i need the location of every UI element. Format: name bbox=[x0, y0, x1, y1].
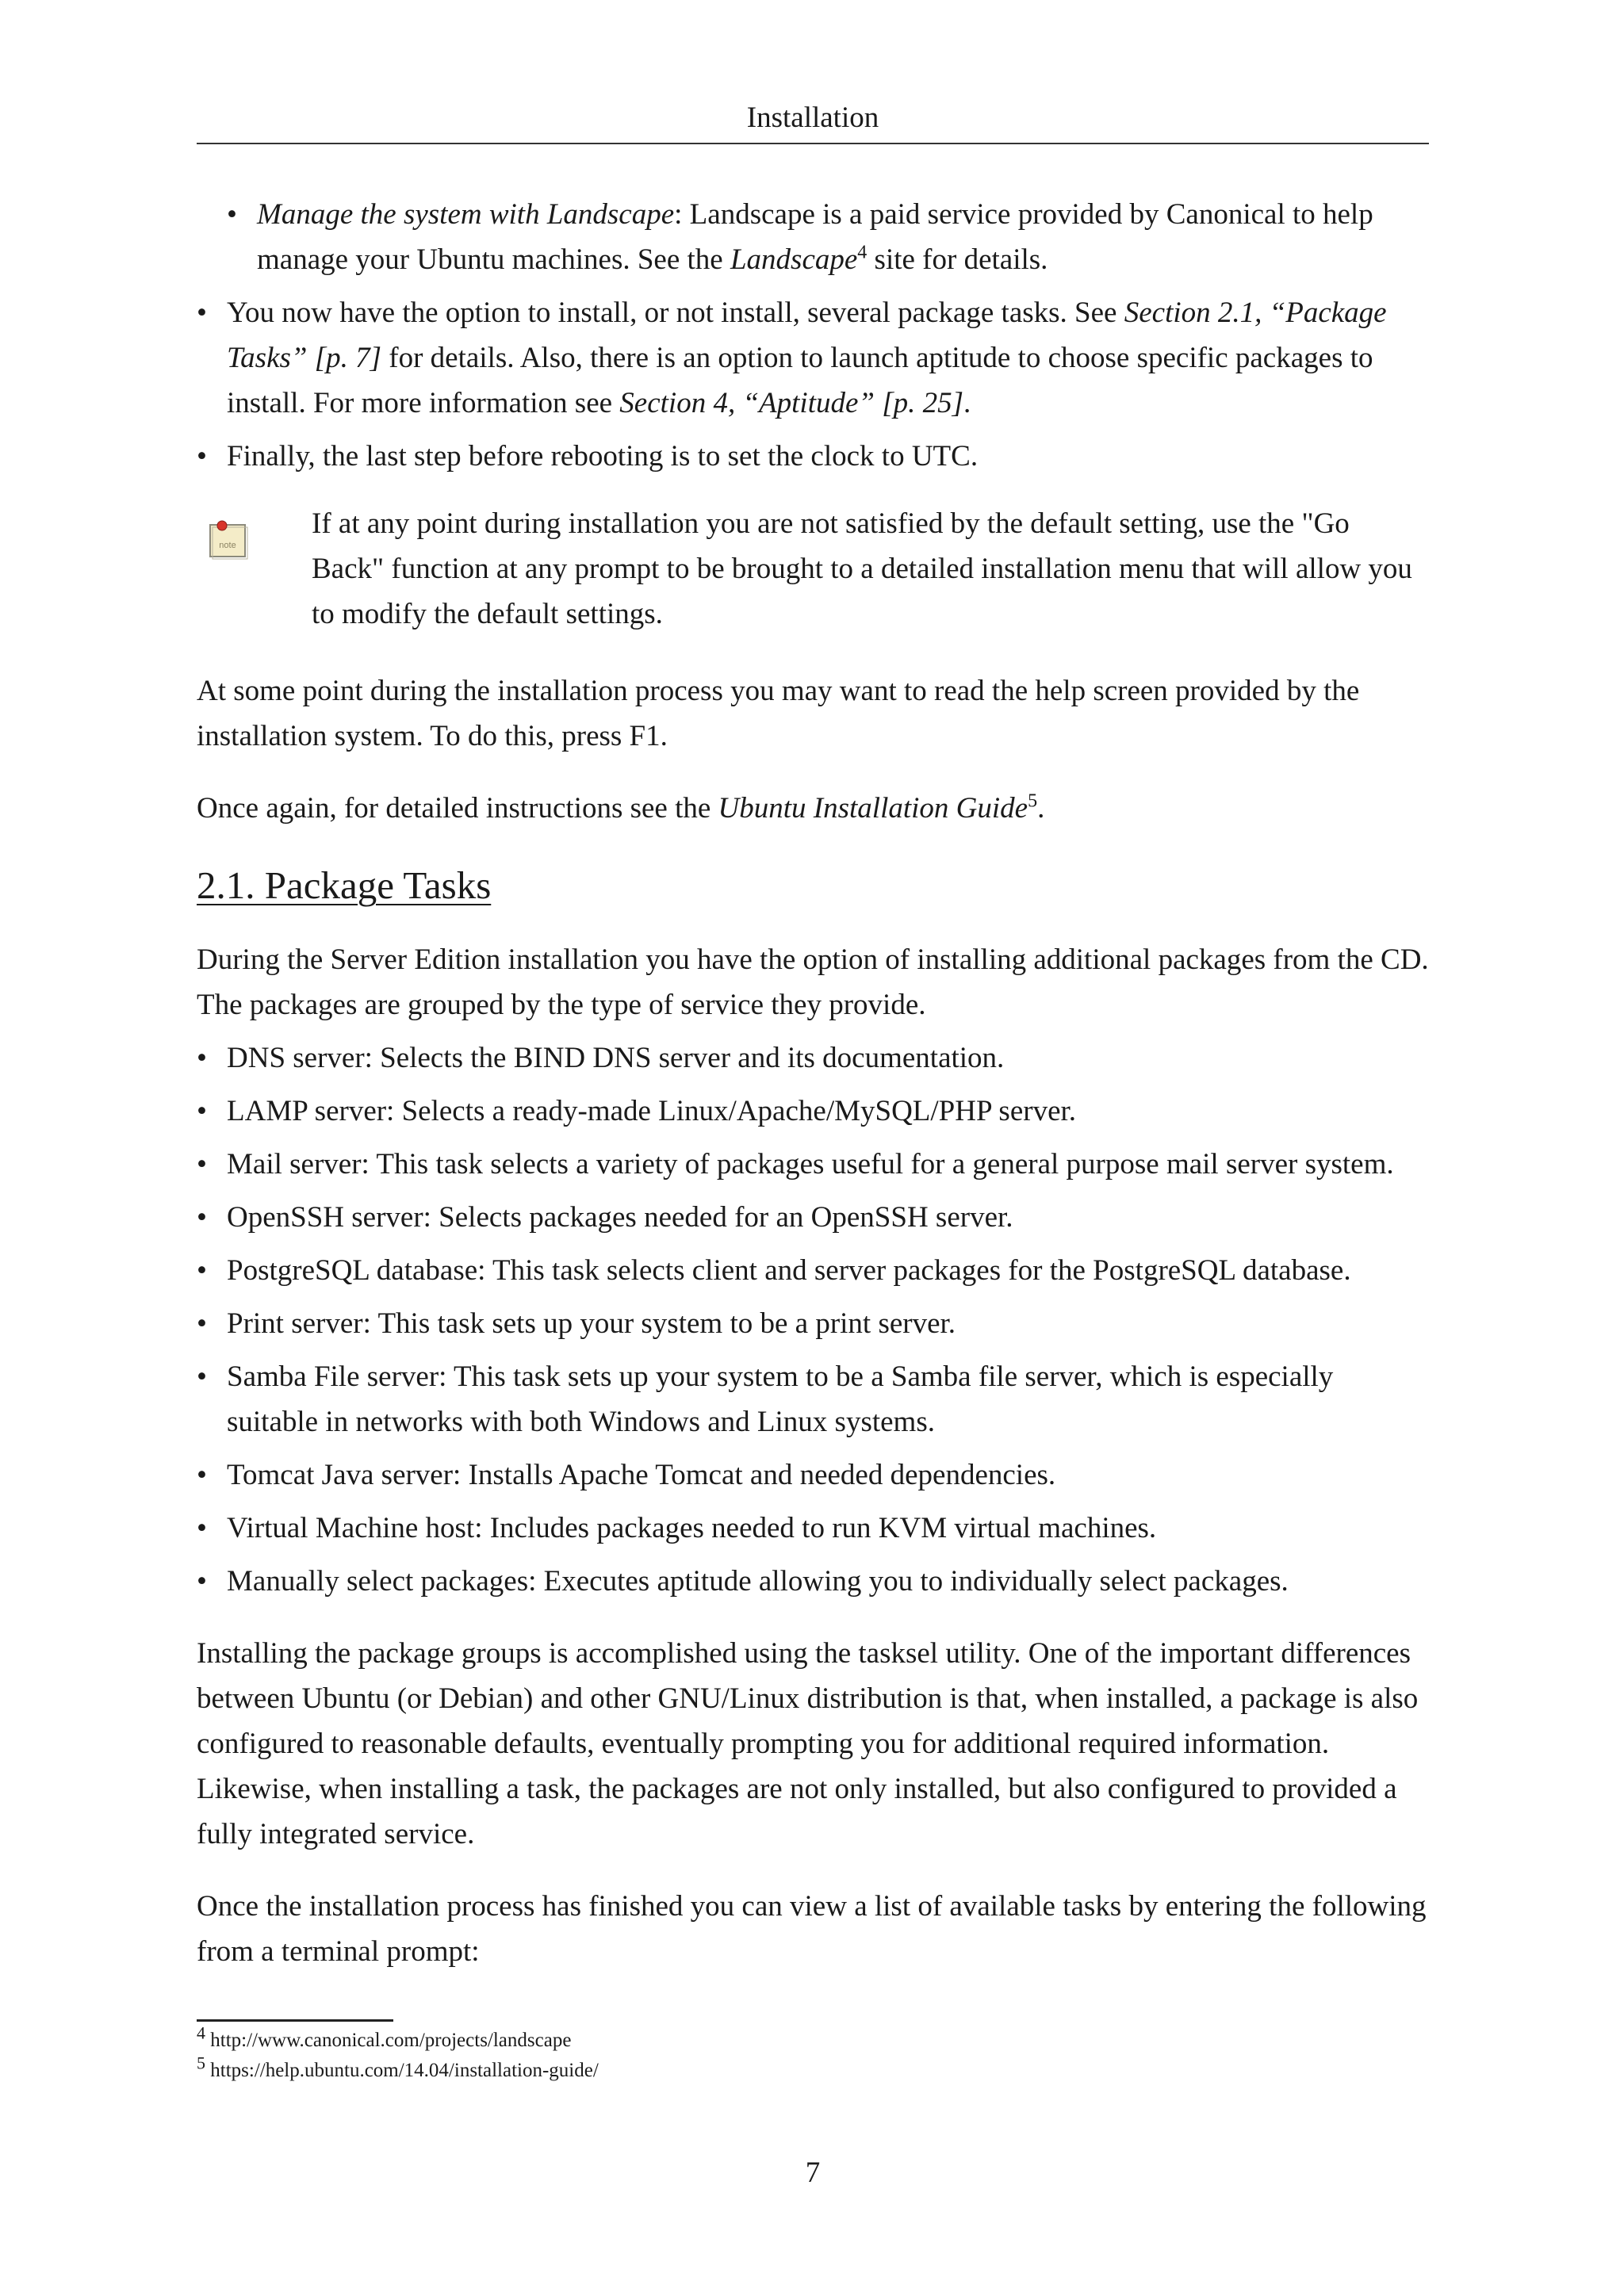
list-item bbox=[197, 1035, 1429, 1081]
aptitude-xref-link[interactable]: Section 4, “Aptitude” [p. 25] bbox=[619, 387, 964, 419]
package-task-list bbox=[197, 1035, 1429, 1604]
list-item bbox=[197, 1452, 1429, 1498]
bullet-text-mid: for details. Also, there is an option to launch aptitude to choose specific packages to install. For more information see bbox=[227, 342, 1373, 419]
footnote-url[interactable]: http://www.canonical.com/projects/landscape bbox=[210, 2030, 572, 2051]
bullet-marker: • bbox=[197, 1565, 207, 1598]
list-item-text: Virtual Machine host: Includes packages needed to run KVM virtual machines. bbox=[227, 1512, 1157, 1544]
list-item-text: OpenSSH server: Selects packages needed for an OpenSSH server. bbox=[227, 1201, 1013, 1234]
bullet-marker: • bbox=[197, 297, 207, 329]
list-item bbox=[197, 1248, 1429, 1293]
footnote bbox=[197, 2053, 1429, 2086]
list-item bbox=[227, 192, 1429, 282]
guide-text: Once again, for detailed instructions see the bbox=[197, 792, 718, 825]
note-admonition bbox=[197, 501, 1429, 637]
footnote bbox=[197, 2022, 1429, 2056]
paragraph-guide bbox=[197, 786, 1429, 831]
list-item-text: PostgreSQL database: This task selects client and server packages for the PostgreSQL database. bbox=[227, 1254, 1351, 1287]
bullet-marker: • bbox=[227, 198, 237, 231]
list-item bbox=[197, 1142, 1429, 1187]
bullet-marker: • bbox=[197, 1459, 207, 1491]
list-item-text: Tomcat Java server: Installs Apache Tomcat and needed dependencies. bbox=[227, 1459, 1056, 1491]
bullet-marker: • bbox=[197, 1254, 207, 1287]
note-text: If at any point during installation you are not satisfied by the default setting, use the "Go Back" function at any prompt to be brought to a detailed installation menu that will allow you to modify the default settings. bbox=[312, 507, 1412, 630]
header-rule bbox=[197, 143, 1429, 144]
main-content bbox=[197, 192, 1429, 2001]
bullet-marker: • bbox=[197, 1148, 207, 1181]
note-icon-label: note bbox=[219, 541, 236, 550]
section-heading: 2.1. Package Tasks bbox=[197, 863, 492, 907]
footnote-url[interactable]: https://help.ubuntu.com/14.04/installation-guide/ bbox=[210, 2060, 599, 2081]
bullet-text-end: site for details. bbox=[867, 243, 1048, 276]
guide-text-end: . bbox=[1037, 792, 1045, 825]
footnote-ref[interactable]: 4 bbox=[857, 242, 868, 263]
list-item bbox=[197, 1559, 1429, 1604]
bullet-lead: Manage the system with Landscape bbox=[257, 198, 675, 231]
landscape-ref: Landscape bbox=[730, 243, 858, 276]
list-item bbox=[197, 1195, 1429, 1240]
bullet-text: Finally, the last step before rebooting is to set the clock to UTC. bbox=[227, 440, 979, 473]
bullet-marker: • bbox=[197, 1201, 207, 1234]
footnote-ref[interactable]: 5 bbox=[1028, 790, 1038, 812]
list-item bbox=[197, 1506, 1429, 1551]
list-item-text: Mail server: This task selects a variety of packages useful for a general purpose mail server system. bbox=[227, 1148, 1394, 1181]
paragraph-tasksel: Installing the package groups is accomplished using the tasksel utility. One of the important differences between Ubuntu (or Debian) and other GNU/Linux distribution is that, when installed, a package is also configured to reasonable defaults, eventually prompting you for additional required information. Likewise, when installing a task, the packages are not only installed, but also configured to provided a fully integrated service. bbox=[197, 1637, 1419, 1850]
list-item bbox=[197, 290, 1429, 426]
bullet-marker: • bbox=[197, 1095, 207, 1127]
bullet-marker: • bbox=[197, 1360, 207, 1393]
list-item bbox=[197, 1354, 1429, 1445]
paragraph-help: At some point during the installation process you may want to read the help screen provided by the installation system. To do this, press F1. bbox=[197, 675, 1360, 752]
footnotes bbox=[197, 2022, 1429, 2086]
list-item-text: Samba File server: This task sets up your system to be a Samba file server, which is especially suitable in networks with both Windows and Linux systems. bbox=[227, 1360, 1334, 1438]
footnote-rule bbox=[197, 2019, 393, 2022]
bullet-marker: • bbox=[197, 1307, 207, 1340]
bullet-marker: • bbox=[197, 440, 207, 473]
list-item-text: LAMP server: Selects a ready-made Linux/Apache/MySQL/PHP server. bbox=[227, 1095, 1077, 1127]
list-item-text: DNS server: Selects the BIND DNS server and its documentation. bbox=[227, 1042, 1005, 1074]
bullet-text-end: . bbox=[963, 387, 971, 419]
bullet-marker: • bbox=[197, 1512, 207, 1544]
page-number: 7 bbox=[805, 2156, 821, 2189]
bullet-marker: • bbox=[197, 1042, 207, 1074]
bullet-text: You now have the option to install, or not install, several package tasks. See bbox=[227, 297, 1124, 329]
list-item bbox=[197, 1301, 1429, 1346]
list-item-text: Manually select packages: Executes aptitude allowing you to individually select packages. bbox=[227, 1565, 1289, 1598]
bullet-text: : Landscape is a paid service provided by Canonical to help manage your Ubuntu machines. See the bbox=[257, 198, 1373, 276]
list-item-text: Print server: This task sets up your system to be a print server. bbox=[227, 1307, 956, 1340]
installation-guide-ref: Ubuntu Installation Guide bbox=[718, 792, 1028, 825]
footnote-number: 4 bbox=[197, 2022, 205, 2043]
footnote-number: 5 bbox=[197, 2053, 205, 2073]
list-item bbox=[197, 1089, 1429, 1134]
note-icon bbox=[208, 519, 249, 560]
list-item bbox=[197, 434, 1429, 479]
section-xref-link[interactable]: Section 2.1, “Package Tasks” [p. 7] bbox=[227, 297, 1387, 374]
section-intro: During the Server Edition installation you have the option of installing additional packages from the CD. The packages are grouped by the type of service they provide. bbox=[197, 943, 1429, 1021]
paragraph-list-tasks: Once the installation process has finished you can view a list of available tasks by entering the following from a terminal prompt: bbox=[197, 1890, 1427, 1968]
running-header: Installation bbox=[746, 101, 879, 134]
